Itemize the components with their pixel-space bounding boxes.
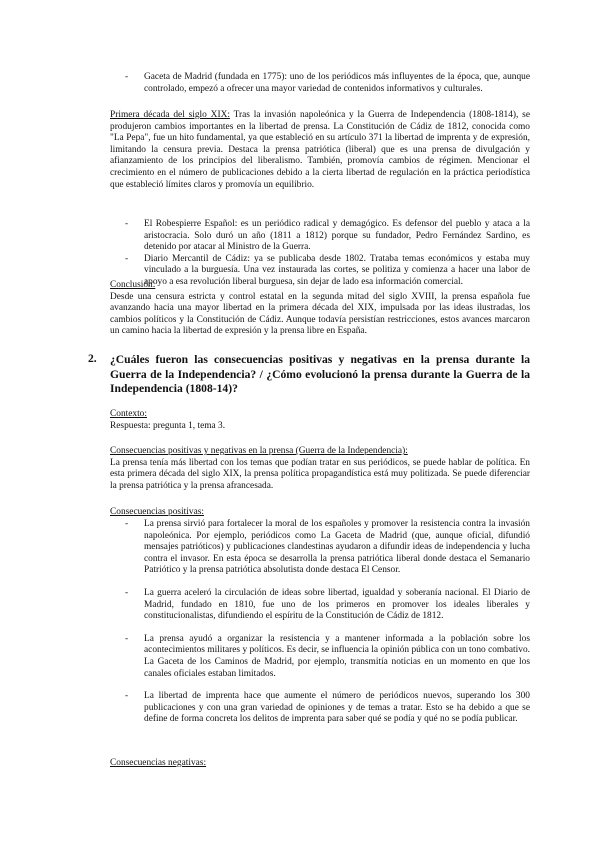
positive-heading: Consecuencias positivas:	[110, 507, 204, 517]
bullet-text: La libertad de imprenta hace que aumente el número de periódicos nuevos, superando los 300 publicaciones y con una gran variedad de opiniones y de temas a tratar. Esto se ha debido a que se define de forma concreta los delitos de imprenta para saber qué se podía y qué no se podía publicar.	[144, 691, 530, 725]
bullet-dash: -	[125, 253, 129, 264]
consequences-section	[110, 446, 530, 492]
list-item	[110, 588, 530, 623]
list-item	[110, 519, 530, 577]
list-item	[110, 634, 530, 680]
bullet-dash: -	[125, 633, 129, 644]
positive-heading-block	[110, 507, 530, 519]
bullet-text: La prensa ayudó a organizar la resistencia y a mantener informada a la población sobre los acontecimientos militares y políticos. Es decir, se influencia la opinión pública con un tono combativo. La Gaceta de los Caminos de Madrid, por ejemplo, transmitía noticias en un momento en que los canales oficiales estaban limitados.	[144, 633, 530, 679]
first-decade-heading: Primera década del siglo XIX:	[110, 110, 230, 120]
positive-bullets	[110, 519, 530, 726]
bullet-text: El Robespierre Español: es un periódico radical y demagógico. Es defensor del pueblo y ataca a la aristocracia. Solo duró un año (1811 a 1812) porque su fundador, Pedro Fernández Sardino, es detenido por atacar al Ministro de la Guerra.	[144, 219, 530, 253]
question-number: 2.	[88, 352, 97, 365]
list-item	[110, 72, 530, 95]
context-section	[110, 409, 530, 432]
top-bullet-list	[110, 72, 530, 95]
bullet-text: La prensa sirvió para fortalecer la moral de los españoles y promover la resistencia contra la invasión napoleónica. Por ejemplo, periódicos como La Gaceta de Madrid (que, aunque oficial, difundió mensajes patrióticos) y publicaciones clandestinas ayudaron a difundir ideas de independencia y lucha contra el invasor. En esta época se desarrolla la prensa patriótica liberal donde destaca el Semanario Patriótico y la prensa patriótica absolutista donde destaca El Censor.	[144, 519, 530, 576]
consequences-body: La prensa tenía más libertad con los temas que podían tratar en sus periódicos, se puede hablar de política. En esta primera década del siglo XIX, la prensa política propagandística está muy politizada. Se puede diferenciar la prensa patriótica y la prensa afrancesada.	[110, 457, 530, 491]
list-item	[110, 219, 530, 254]
bullet-dash: -	[125, 219, 129, 229]
bullet-dash: -	[125, 587, 129, 598]
bullet-text: La guerra aceleró la circulación de ideas sobre libertad, igualdad y soberanía nacional. El Diario de Madrid, fundado en 1810, fue uno de los primeros en promover los ideales liberales y constitucionalistas, difundiendo el espíritu de la Constitución de Cádiz de 1812.	[144, 587, 530, 622]
conclusion-section	[110, 280, 530, 338]
context-heading: Contexto:	[110, 409, 147, 419]
bullet-dash: -	[125, 72, 129, 82]
bullet-dash: -	[125, 519, 129, 529]
first-decade-paragraph	[110, 110, 530, 191]
conclusion-heading: Conclusión:	[110, 280, 156, 290]
context-answer: Respuesta: pregunta 1, tema 3.	[110, 420, 226, 431]
list-item	[110, 691, 530, 726]
bullet-dash: -	[125, 691, 129, 702]
negative-heading: Consecuencias negativas:	[110, 758, 207, 768]
first-decade-bullets	[110, 219, 530, 289]
first-decade-body: Tras la invasión napoleónica y la Guerra de Independencia (1808-1814), se produjeron cambios importantes en la libertad de prensa. La Constitución de Cádiz de 1812, conocida como "La Pepa", fue un hito fundamental, ya que estableció en su artículo 371 la libertad de imprenta y de expresión, limitando la censura previa. Destaca la prensa patriótica (liberal) que es una prensa de divulgación y afianzamiento de los principios del liberalismo. También, promovía cambios de régimen. Mencionar el crecimiento en el número de publicaciones debido a la cierta libertad de regulación en la práctica periodística que estableció límites claros y promovía un equilibrio.	[110, 110, 530, 190]
negative-heading-block	[110, 758, 530, 770]
bullet-text: Diario Mercantil de Cádiz: ya se publicaba desde 1802. Trataba temas económicos y estaba muy vinculado a la burguesía. Una vez instaurada las cortes, se politiza y comienza a hacer una labor de apoyo a esa revolución liberal burguesa, sin dejar de lado esa información comercial.	[144, 253, 530, 287]
question-text: ¿Cuáles fueron las consecuencias positivas y negativas en la prensa durante la Guerra de la Independencia? / ¿Cómo evolucionó la prensa durante la Guerra de la Independencia (1808-14)?	[110, 353, 530, 396]
conclusion-body: Desde una censura estricta y control estatal en la segunda mitad del siglo XVIII, la prensa española fue avanzando hacia una mayor libertad en la primera década del XIX, impulsada por las ideas ilustradas, los cambios políticos y la Constitución de Cádiz. Aunque todavía persistían restricciones, estos avances marcaron un camino hacia la libertad de expresión y la prensa libre en España.	[110, 291, 530, 337]
bullet-text: Gaceta de Madrid (fundada en 1775): uno de los periódicos más influyentes de la época, que, aunque controlado, empezó a ofrecer una mayor variedad de contenidos informativos y culturales.	[144, 72, 530, 94]
consequences-heading: Consecuencias positivas y negativas en la prensa (Guerra de la Independencia):	[110, 446, 408, 456]
